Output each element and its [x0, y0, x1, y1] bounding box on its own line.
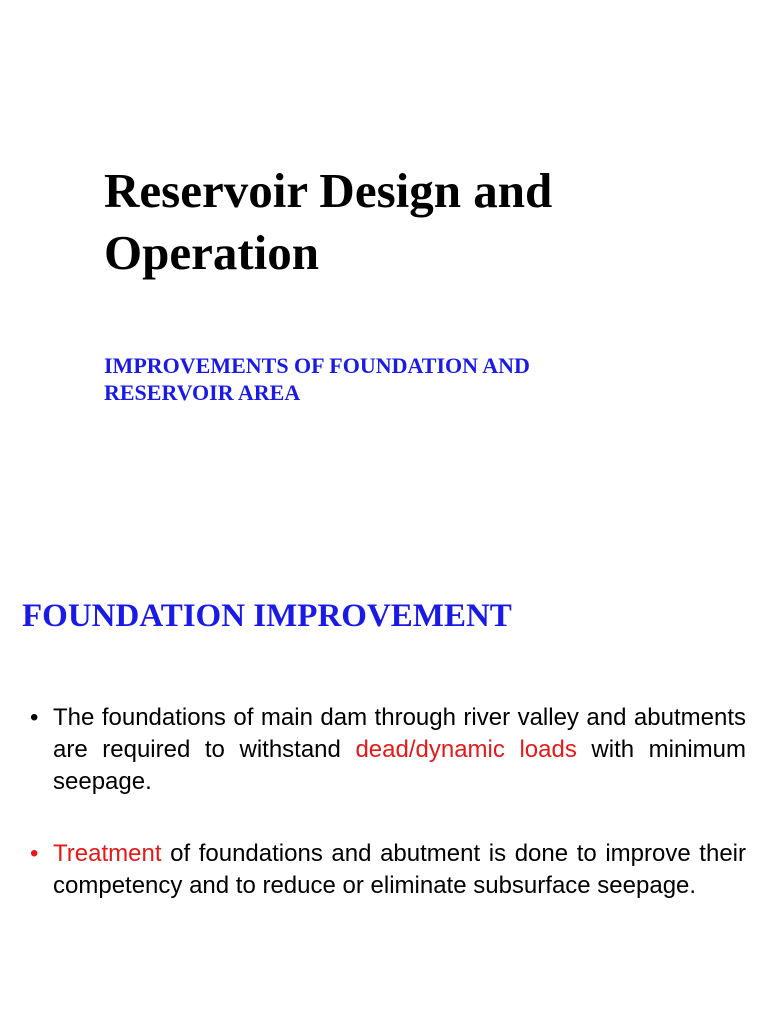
bullet-dot-icon: •: [30, 704, 39, 731]
section-heading: FOUNDATION IMPROVEMENT: [22, 598, 512, 634]
bullet-item: [30, 838, 746, 902]
presentation-title: [104, 160, 704, 284]
bullet-item: [30, 702, 746, 798]
presentation-subtitle: [104, 352, 664, 406]
subtitle-line-2: RESERVOIR AREA: [104, 380, 301, 405]
bullet-dot-icon: •: [30, 840, 39, 867]
bullet-text: The foundations of main dam through river valley and abutments are required to withstand: [53, 704, 746, 763]
title-line-2: Operation: [104, 225, 320, 280]
highlight-text: dead/dynamic loads: [355, 736, 577, 763]
bullet-list: [30, 702, 746, 942]
slide-foundation-improvement: [0, 512, 768, 1024]
highlight-text: Treatment: [53, 840, 162, 867]
subtitle-line-1: IMPROVEMENTS OF FOUNDATION AND: [104, 353, 530, 378]
bullet-text: with minimum seepage.: [53, 736, 746, 795]
bullet-text: of foundations and abutment is done to improve their competency and to reduce or eliminate subsurface seepage.: [53, 840, 746, 899]
title-line-1: Reservoir Design and: [104, 163, 553, 218]
